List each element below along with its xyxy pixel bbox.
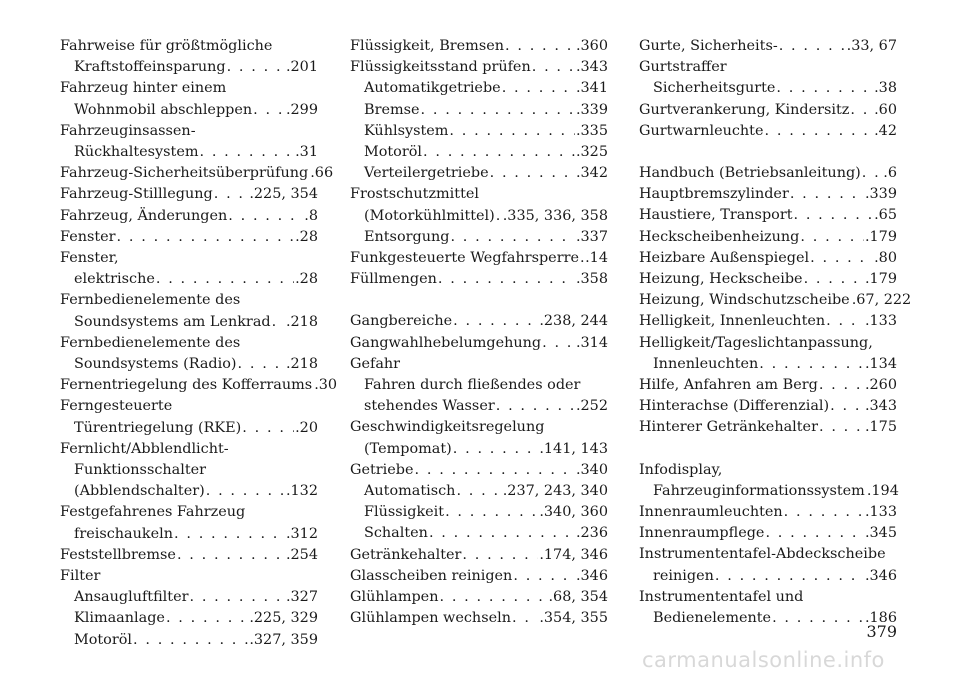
index-entry-page: .236 (575, 525, 608, 542)
index-entry-text: Soundsystems am Lenkrad (74, 313, 271, 330)
index-subentry (639, 566, 897, 587)
dot-leader (804, 269, 864, 290)
dot-leader (456, 481, 501, 502)
index-entry-text: Haustiere, Transport (639, 207, 793, 224)
index-subentry (350, 227, 608, 248)
dot-leader (505, 36, 575, 57)
index-entry-text: Gurte, Sicherheits- (639, 38, 778, 54)
index-entry-text: Fahrweise für größtmögliche (60, 38, 273, 54)
index-entry-page: .312 (285, 525, 318, 542)
index-entry-page: .175 (864, 419, 897, 436)
index-entry-page: .133 (864, 504, 897, 521)
index-entry (639, 396, 897, 417)
index-subentry (350, 481, 608, 502)
index-entry-page: .67, 222 (851, 292, 912, 309)
index-subentry (350, 375, 608, 396)
index-entry (350, 269, 608, 290)
index-subentry (350, 523, 608, 544)
index-entry-text: Gefahr (350, 355, 401, 372)
index-entry-text: Fernentriegelung des Kofferraums (60, 377, 313, 394)
dot-leader (759, 354, 864, 375)
index-entry-page: .252 (575, 398, 608, 415)
index-entry-text: freischaukeln (74, 525, 173, 542)
index-entry-text: Fahrzeug hinter einem (60, 80, 227, 97)
index-entry-text: Fahrzeug, Änderungen (60, 207, 228, 224)
index-entry-text: Glühlampen (350, 589, 439, 606)
index-entry-page: .28 (295, 228, 318, 245)
index-entry (350, 587, 608, 608)
dot-leader (513, 566, 575, 587)
index-entry-text: Bremse (364, 101, 420, 118)
index-entry-text: Helligkeit/Tageslichtanpassung, (639, 334, 873, 351)
watermark: carmanualsonline.info (642, 648, 885, 672)
index-entry-page: .327, 359 (249, 631, 318, 648)
index-entry-page: .174, 346 (539, 546, 608, 563)
index-entry (639, 311, 897, 332)
index-entry-text: Fenster (60, 228, 116, 245)
page-number: 379 (866, 622, 897, 641)
index-entry-page: .133 (864, 313, 897, 330)
index-subentry (60, 100, 318, 121)
index-subentry (350, 502, 608, 523)
index-entry (639, 587, 897, 608)
dot-leader (542, 333, 575, 354)
index-entry-text: Gurtstraffer (639, 59, 727, 76)
dot-leader (790, 184, 864, 205)
index-entry-text: Füllmengen (350, 271, 437, 288)
index-entry-text: Sicherheitsgurte (653, 80, 776, 97)
index-entry-text: Filter (60, 568, 101, 585)
index-entry-page: .327 (285, 589, 318, 606)
index-subentry (60, 57, 318, 78)
index-subentry (350, 396, 608, 417)
index-entry (639, 269, 897, 290)
index-entry-page: .299 (285, 101, 318, 118)
index-entry-page: .80 (874, 249, 897, 266)
index-entry-text: Funkgesteuerte Wegfahrsperre (350, 250, 579, 267)
index-entry-page: .30 (314, 377, 338, 394)
index-entry (639, 502, 897, 523)
index-entry-text: Entsorgung (364, 228, 450, 245)
index-entry (60, 121, 318, 142)
index-entry (639, 417, 897, 438)
index-entry (60, 439, 318, 460)
dot-leader (174, 524, 285, 545)
index-entry-text: Innenraumpflege (639, 525, 765, 542)
index-entry-text: Gurtwarnleuchte (639, 122, 764, 139)
index-subentry (60, 354, 318, 375)
index-entry-text: Flüssigkeit (364, 504, 445, 521)
dot-leader (228, 206, 303, 227)
index-entry-text: Funktionsschalter (74, 462, 207, 479)
index-entry (60, 227, 318, 248)
index-entry-text: Glasscheiben reinigen (350, 567, 513, 584)
index-entry-page: .225, 354 (249, 186, 318, 203)
index-entry-page: .132 (285, 483, 318, 500)
index-entry-page: .354, 355 (539, 610, 608, 627)
dot-leader (819, 417, 864, 438)
index-entry-text: Fernlicht/Abblendlicht- (60, 440, 229, 457)
dot-leader (214, 184, 249, 205)
index-entry (639, 333, 897, 354)
index-entry-page: .186 (864, 610, 897, 627)
index-entry-text: Kühlsystem (364, 122, 449, 139)
dot-leader (490, 163, 575, 184)
dot-leader (238, 354, 285, 375)
index-entry-text: Fahrzeuginsassen- (60, 122, 196, 139)
index-subentry (60, 524, 318, 545)
index-entry (350, 248, 608, 269)
dot-leader (199, 142, 294, 163)
index-entry-page: .325 (575, 144, 608, 161)
index-entry-page: .134 (864, 355, 897, 372)
index-entry-text: (Abblendschalter) (74, 483, 205, 500)
index-entry (350, 354, 608, 375)
index-entry (60, 36, 318, 57)
dot-leader (580, 248, 584, 269)
index-entry-page: .346 (864, 567, 897, 584)
index-entry-text: Ferngesteuerte (60, 398, 173, 415)
dot-leader (715, 566, 864, 587)
dot-leader (850, 100, 873, 121)
index-entry-text: Gangbereiche (350, 313, 453, 330)
index-entry-text: Soundsystems (Radio) (74, 356, 237, 373)
index-entry-text: Frostschutzmittel (350, 186, 479, 203)
index-subentry (60, 608, 318, 629)
index-entry (350, 333, 608, 354)
dot-leader (453, 439, 539, 460)
index-entry-text: elektrische (74, 271, 155, 288)
dot-leader (462, 545, 538, 566)
index-entry-page: .340, 360 (539, 504, 608, 521)
index-entry-text: Fernbedienelemente des (60, 334, 241, 351)
index-entry (350, 608, 608, 629)
index-entry (639, 36, 897, 57)
index-entry-text: Hauptbremszylinder (639, 186, 789, 203)
index-entry (60, 78, 318, 99)
index-entry-text: reinigen (653, 567, 714, 584)
index-entry-page: .8 (304, 207, 318, 224)
index-entry (350, 36, 608, 57)
dot-leader (253, 100, 285, 121)
index-entry-text: Feststellbremse (60, 546, 176, 563)
index-entry (350, 460, 608, 481)
index-entry-page: .314 (575, 334, 608, 351)
index-entry (60, 566, 318, 587)
dot-leader (512, 608, 538, 629)
dot-leader (177, 545, 285, 566)
index-entry-page: .194 (866, 482, 899, 499)
index-entry-text: Instrumententafel und (639, 588, 804, 605)
dot-leader (784, 502, 864, 523)
dot-leader (830, 396, 864, 417)
index-entry-text: Innenleuchten (653, 355, 759, 372)
dot-leader (819, 375, 864, 396)
index-entry (60, 333, 318, 354)
dot-leader (776, 78, 873, 99)
dot-leader (421, 100, 575, 121)
index-subentry (350, 206, 608, 227)
index-entry (639, 544, 897, 565)
index-entry-text: Rückhaltesystem (74, 144, 199, 161)
index-entry-page: .68, 354 (548, 589, 608, 606)
index-entry-text: Klimaanlage (74, 610, 165, 627)
index-entry (60, 290, 318, 311)
dot-leader (532, 57, 575, 78)
index-entry-text: (Motorkühlmittel) (364, 207, 495, 224)
index-entry-text: stehendes Wasser (364, 398, 495, 415)
index-entry-text: Ansaugluftfilter (74, 589, 189, 606)
index-entry (60, 206, 318, 227)
index-entry-text: Schalten (364, 525, 428, 542)
index-entry-page: .65 (874, 207, 897, 224)
dot-leader (800, 227, 864, 248)
index-entry-page: .179 (864, 228, 897, 245)
index-entry-text: Instrumententafel-Abdeckscheibe (639, 546, 886, 563)
index-entry-text: Hilfe, Anfahren am Berg (639, 377, 818, 394)
index-entry-text: Gurtverankerung, Kindersitz (639, 101, 850, 118)
index-entry-text: Fahrzeug-Sicherheitsüberprüfung (60, 165, 309, 182)
index-entry-text: Festgefahrenes Fahrzeug (60, 504, 246, 521)
index-entry (350, 545, 608, 566)
dot-leader (810, 248, 873, 269)
index-entry-text: Heizbare Außenspiegel (639, 249, 810, 266)
dot-leader (133, 630, 248, 651)
index-entry-text: Geschwindigkeitsregelung (350, 419, 545, 436)
index-entry-page: .33, 67 (846, 38, 897, 54)
index-entry (60, 375, 338, 396)
index-entry (350, 566, 608, 587)
index-entry (639, 121, 897, 142)
index-subentry (60, 630, 318, 651)
index-subentry (350, 142, 608, 163)
dot-leader (189, 587, 284, 608)
index-entry-text: Flüssigkeit, Bremsen (350, 38, 504, 54)
index-entry (60, 248, 318, 269)
dot-leader (496, 206, 502, 227)
index-entry (60, 396, 318, 417)
index-entry-page: .340 (575, 461, 608, 478)
dot-leader (765, 121, 874, 142)
dot-leader (117, 227, 295, 248)
dot-leader (779, 36, 846, 57)
index-subentry (350, 163, 608, 184)
index-entry-text: Fernbedienelemente des (60, 292, 241, 309)
index-entry-page: .335, 336, 358 (502, 207, 608, 224)
dot-leader (272, 312, 285, 333)
index-subentry (350, 100, 608, 121)
index-entry-page: .238, 244 (539, 313, 608, 330)
index-entry-text: Verteilergetriebe (364, 165, 489, 182)
index-entry (639, 375, 897, 396)
dot-leader (415, 460, 575, 481)
index-entry (350, 57, 608, 78)
index-entry-page: .237, 243, 340 (502, 483, 608, 500)
index-entry-page: .343 (575, 59, 608, 76)
index-entry-page: .360 (575, 38, 608, 54)
index-entry (639, 460, 897, 481)
index-entry-page: .343 (864, 398, 897, 415)
index-entry (639, 227, 897, 248)
dot-leader (496, 396, 575, 417)
index-entry-text: Glühlampen wechseln (350, 610, 511, 627)
index-entry-page: .38 (874, 80, 897, 97)
index-entry-text: Hinterer Getränkehalter (639, 419, 818, 436)
index-entry (639, 523, 897, 544)
index-entry (639, 290, 912, 311)
index-entry-page: .14 (585, 250, 608, 267)
index-entry-text: Hinterachse (Differenzial) (639, 398, 830, 415)
dot-leader (826, 311, 864, 332)
index-entry-text: Fahrzeuginformationssystem (653, 482, 865, 499)
dot-leader (206, 481, 285, 502)
index-entry-text: (Tempomat) (364, 440, 452, 457)
index-subentry (350, 439, 608, 460)
index-entry-text: Innenraumleuchten (639, 504, 783, 521)
index-entry-text: Helligkeit, Innenleuchten (639, 313, 826, 330)
index-entry-page: .60 (874, 101, 897, 118)
index-entry (350, 417, 608, 438)
dot-leader (227, 57, 285, 78)
index-subentry (60, 142, 318, 163)
index-entry-text: Automatikgetriebe (364, 80, 501, 97)
index-entry-text: Motoröl (364, 144, 422, 161)
index-entry-text: Getriebe (350, 461, 414, 478)
index-entry-text: Motoröl (74, 631, 132, 648)
index-entry-page: .225, 329 (249, 610, 318, 627)
index-entry-page: .31 (295, 144, 318, 161)
dot-leader (445, 502, 538, 523)
index-entry-text: Flüssigkeitsstand prüfen (350, 59, 531, 76)
index-entry-page: .42 (874, 122, 897, 139)
index-entry (60, 184, 318, 205)
index-entry-page: .358 (575, 271, 608, 288)
index-entry-page: .201 (285, 59, 318, 76)
index-entry-page: .6 (883, 165, 897, 182)
dot-leader (765, 523, 864, 544)
index-entry-text: Gangwahlhebelumgehung (350, 334, 542, 351)
index-column-middle (350, 36, 608, 629)
index-entry-page: .28 (295, 271, 318, 288)
dot-leader (502, 78, 575, 99)
index-column-left (60, 36, 338, 651)
index-entry-text: Wohnmobil abschleppen (74, 101, 253, 118)
index-entry (639, 57, 897, 78)
index-entry-text: Bedienelemente (653, 610, 772, 627)
dot-leader (439, 587, 547, 608)
index-entry-page: .254 (285, 546, 318, 563)
index-subentry (639, 608, 897, 629)
dot-leader (450, 227, 575, 248)
index-subentry (60, 269, 318, 290)
index-subentry (60, 481, 318, 502)
dot-leader (429, 523, 575, 544)
index-subentry (60, 418, 318, 439)
index-entry-page: .345 (864, 525, 897, 542)
index-entry-page: .337 (575, 228, 608, 245)
index-entry (639, 100, 897, 121)
index-entry (639, 163, 897, 184)
index-entry-text: Kraftstoffeinsparung (74, 59, 226, 76)
index-entry (639, 205, 897, 226)
index-subentry (639, 481, 897, 502)
dot-leader (438, 269, 575, 290)
index-subentry (639, 78, 897, 99)
index-entry-page: .335 (575, 122, 608, 139)
index-entry-page: .179 (864, 271, 897, 288)
index-entry-page: .342 (575, 165, 608, 182)
index-entry-text: Heizung, Heckscheibe (639, 271, 803, 288)
index-subentry (60, 312, 318, 333)
index-entry-text: Infodisplay, (639, 461, 723, 478)
dot-leader (242, 418, 294, 439)
index-column-right (639, 36, 912, 629)
index-entry-text: Heckscheibenheizung (639, 228, 800, 245)
index-entry-page: .141, 143 (539, 440, 608, 457)
dot-leader (453, 311, 538, 332)
index-entry-text: Automatisch (364, 483, 456, 500)
index-entry (639, 184, 897, 205)
dot-leader (156, 269, 294, 290)
index-subentry (60, 587, 318, 608)
index-entry-text: Fenster, (60, 250, 119, 267)
index-entry-text: Fahrzeug-Stilllegung (60, 186, 213, 203)
index-entry-text: Getränkehalter (350, 546, 462, 563)
index-entry-text: Handbuch (Betriebsanleitung) (639, 165, 861, 182)
index-entry-page: .66 (310, 165, 334, 182)
index-entry-page: .218 (285, 313, 318, 330)
index-subentry (350, 78, 608, 99)
index-entry-page: .20 (295, 419, 318, 436)
dot-leader (793, 205, 873, 226)
dot-leader (772, 608, 864, 629)
index-entry (639, 248, 897, 269)
index-entry (60, 545, 318, 566)
index-entry-page: .346 (575, 567, 608, 584)
index-entry-text: Fahren durch fließendes oder (364, 377, 581, 394)
index-entry-page: .341 (575, 80, 608, 97)
index-subentry (639, 354, 897, 375)
index-entry-text: Heizung, Windschutzscheibe (639, 292, 850, 309)
index-entry-page: .339 (575, 101, 608, 118)
index-entry-page: .339 (864, 186, 897, 203)
index-entry-page: .260 (864, 377, 897, 394)
index-entry-page: .218 (285, 356, 318, 373)
dot-leader (862, 163, 882, 184)
index-subentry (60, 460, 318, 481)
index-entry (350, 184, 608, 205)
dot-leader (166, 608, 248, 629)
index-subentry (350, 121, 608, 142)
index-entry-text: Türentriegelung (RKE) (74, 419, 242, 436)
dot-leader (423, 142, 575, 163)
index-entry (60, 163, 334, 184)
dot-leader (449, 121, 575, 142)
index-entry (60, 502, 318, 523)
index-entry (350, 311, 608, 332)
